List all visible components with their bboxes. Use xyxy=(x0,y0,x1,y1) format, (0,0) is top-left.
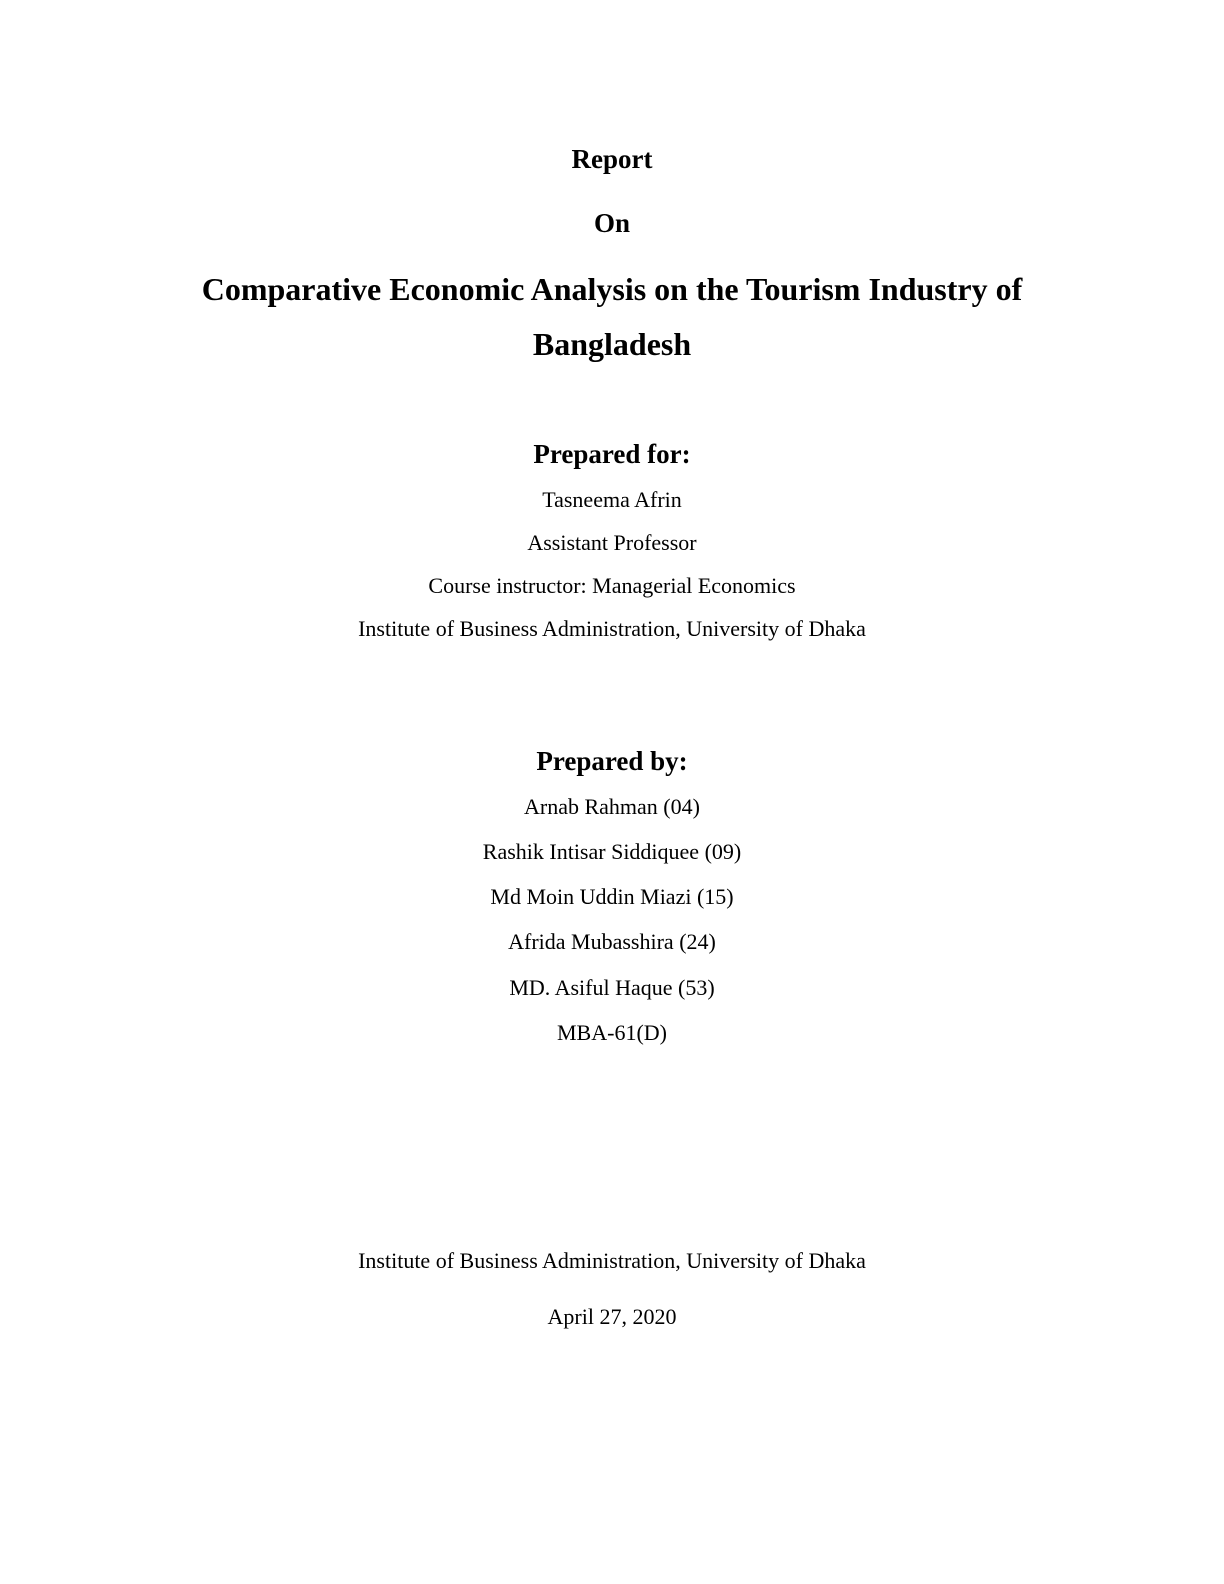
member-item: Md Moin Uddin Miazi (15) xyxy=(490,884,734,909)
prepared-for-title: Assistant Professor xyxy=(527,530,697,555)
member-item: MD. Asiful Haque (53) xyxy=(509,975,715,1000)
submission-date: April 27, 2020 xyxy=(547,1304,677,1329)
report-title-line-1: Comparative Economic Analysis on the Tourism Industry of xyxy=(201,271,1023,307)
group-label: MBA-61(D) xyxy=(557,1020,667,1045)
prepared-for-heading: Prepared for: xyxy=(533,439,691,469)
on-label: On xyxy=(593,208,631,238)
member-item: Afrida Mubasshira (24) xyxy=(508,929,716,954)
footer-institution: Institute of Business Administration, University of Dhaka xyxy=(358,1248,866,1273)
member-item: Arnab Rahman (04) xyxy=(524,794,700,819)
prepared-for-course: Course instructor: Managerial Economics xyxy=(428,573,796,598)
prepared-for-name: Tasneema Afrin xyxy=(542,487,682,512)
prepared-for-institution: Institute of Business Administration, University of Dhaka xyxy=(358,616,866,641)
report-title-line-2: Bangladesh xyxy=(532,326,692,362)
report-label: Report xyxy=(571,144,653,174)
prepared-by-heading: Prepared by: xyxy=(536,746,688,776)
member-item: Rashik Intisar Siddiquee (09) xyxy=(482,839,742,864)
